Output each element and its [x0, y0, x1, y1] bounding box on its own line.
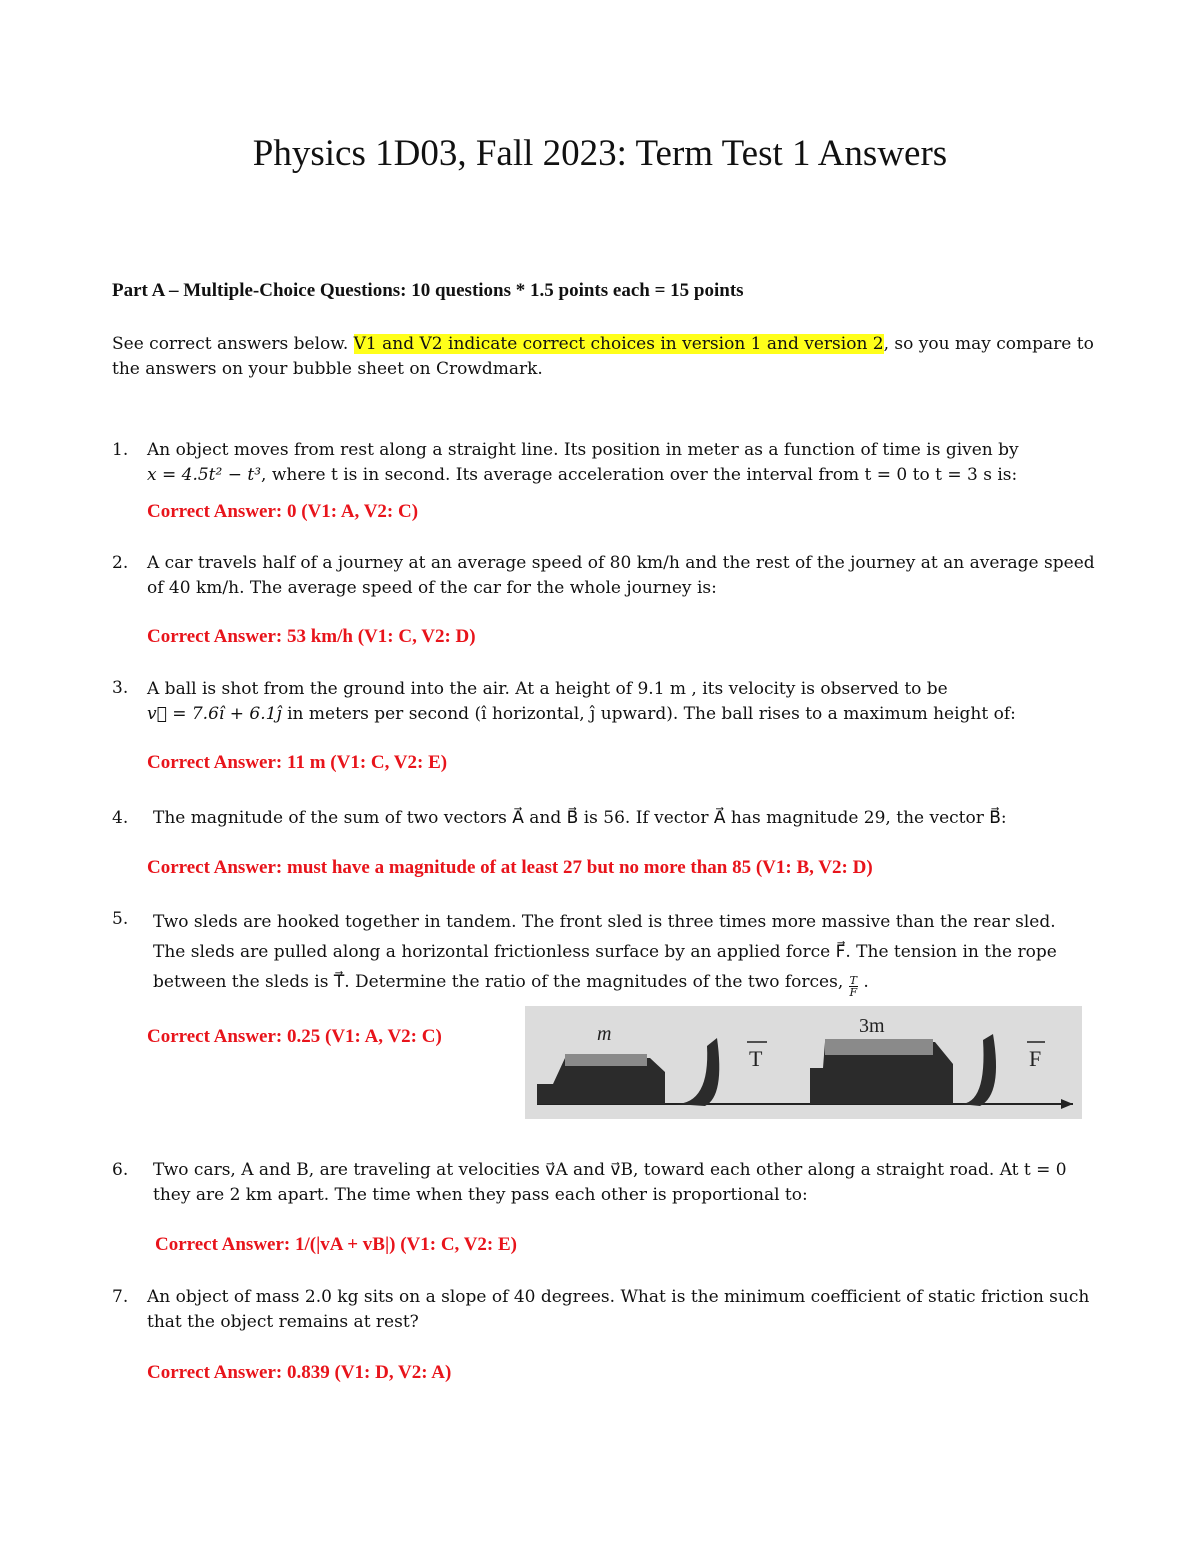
- force-label: F: [1029, 1046, 1042, 1071]
- rear-mass-label: m: [597, 1023, 612, 1045]
- page-title: Physics 1D03, Fall 2023: Term Test 1 Answers: [252, 133, 948, 174]
- question-4-text: The magnitude of the sum of two vectors A⃗ and B⃗ is 56. If vector A⃗ has magnitude 29, the vector B⃗:: [153, 808, 1007, 828]
- question-text: An object moves from rest along a straight line. Its position in meter as a function of time is given by: [147, 440, 1019, 460]
- intro-paragraph: [112, 332, 1102, 382]
- front-mass-label: 3m: [859, 1015, 885, 1037]
- question-text-cont: in meters per second (î horizontal, ĵ upward). The ball rises to a maximum height of:: [281, 704, 1016, 724]
- correct-answer: Correct Answer: 53 km/h (V1: C, V2: D): [147, 626, 476, 647]
- velocity-equation: v⃗ = 7.6î + 6.1ĵ: [147, 704, 282, 724]
- question-text-cont: , where t is in second. Its average acceleration over the interval from t = 0 to t = 3 s is:: [261, 465, 1018, 485]
- correct-answer: Correct Answer: 0.839 (V1: D, V2: A): [147, 1362, 452, 1383]
- part-a-heading: Part A – Multiple-Choice Questions: 10 questions * 1.5 points each = 15 points: [112, 280, 744, 301]
- correct-answer: Correct Answer: 1/(|vA + vB|) (V1: C, V2: E): [155, 1234, 518, 1255]
- question-number: 2.: [112, 553, 129, 573]
- sled-diagram-svg: [525, 1006, 1082, 1119]
- tension-label: T: [749, 1046, 763, 1071]
- intro-text-end: , so you may compare to the answers on your bubble sheet on Crowdmark.: [112, 334, 1094, 379]
- correct-answer: Correct Answer: 0.25 (V1: A, V2: C): [147, 1026, 442, 1047]
- correct-answer: Correct Answer: 11 m (V1: C, V2: E): [147, 752, 448, 773]
- question-1-text: [147, 438, 1097, 488]
- position-equation: x = 4.5t² − t³: [147, 465, 262, 485]
- force-ratio-fraction: $\frac{T}{F}$: [849, 974, 858, 999]
- intro-text: See correct answers below.: [112, 334, 354, 354]
- question-text: Two sleds are hooked together in tandem. The front sled is three times more massive than the rear sled. The sleds are pulled along a horizontal frictionless surface by an applied force F⃗. The tension in the rope between the sleds is T⃗. Determine the ratio of the magnitudes of the two forces,: [153, 912, 1057, 992]
- correct-answer: Correct Answer: 0 (V1: A, V2: C): [147, 501, 419, 522]
- question-3-text: [147, 677, 1097, 727]
- question-number: 1.: [112, 440, 129, 460]
- question-6-text: Two cars, A and B, are traveling at velocities v⃗A and v⃗B, toward each other along a straight road. At t = 0 they are 2 km apart. The time when they pass each other is proportional to:: [153, 1160, 1067, 1205]
- question-number: 3.: [112, 678, 129, 698]
- sled-diagram: [525, 1006, 1082, 1119]
- question-7-text: An object of mass 2.0 kg sits on a slope of 40 degrees. What is the minimum coefficient of static friction such that the object remains at rest?: [147, 1287, 1090, 1332]
- question-number: 7.: [112, 1287, 129, 1307]
- correct-answer: Correct Answer: must have a magnitude of at least 27 but no more than 85 (V1: B, V2: D): [147, 857, 873, 878]
- question-2-text: A car travels half of a journey at an average speed of 80 km/h and the rest of the journey at an average speed of 40 km/h. The average speed of the car for the whole journey is:: [147, 553, 1095, 598]
- highlighted-note: V1 and V2 indicate correct choices in version 1 and version 2: [353, 334, 884, 354]
- question-number: 4.: [112, 808, 129, 828]
- question-number: 5.: [112, 909, 129, 929]
- question-text: A ball is shot from the ground into the air. At a height of 9.1 m , its velocity is observed to be: [147, 679, 948, 699]
- question-5-text: Two sleds are hooked together in tandem. The front sled is three times more massive than the rear sled. The sleds are pulled along a horizontal frictionless surface by an applied force F⃗. The tension in the rope between the sleds is T⃗. Determine the ratio of the magnitudes of the two forces, $\frac{T}{F}$ .: [153, 912, 1057, 999]
- question-number: 6.: [112, 1160, 129, 1180]
